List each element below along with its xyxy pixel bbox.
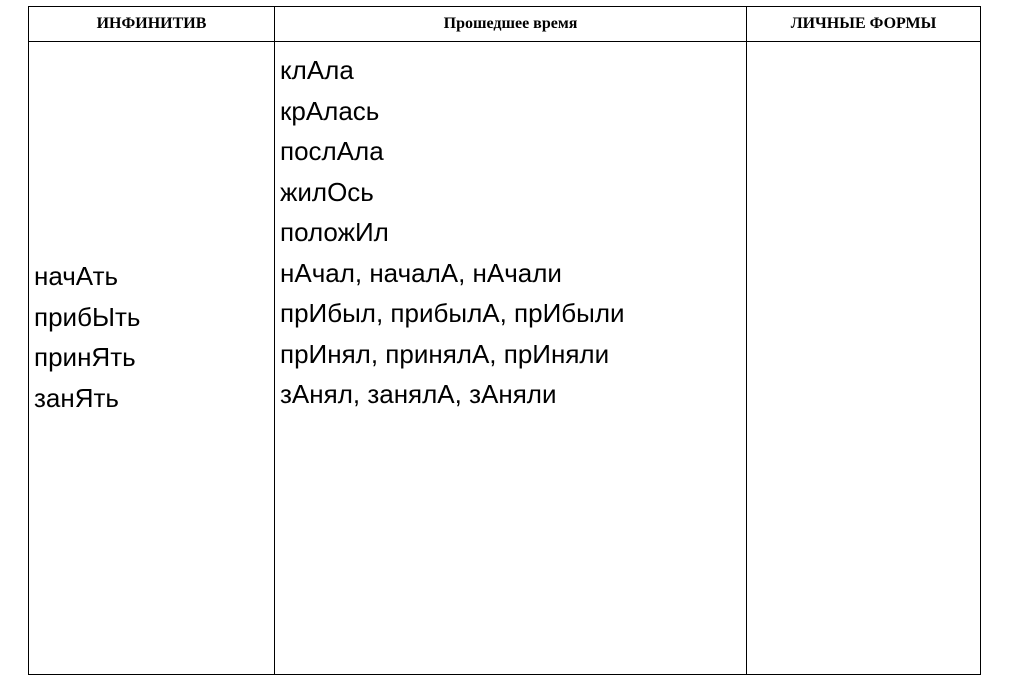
past-tense-line: прИнял, принялА, прИняли bbox=[280, 338, 610, 369]
conjugation-table bbox=[28, 6, 981, 675]
personal-forms-cell bbox=[747, 42, 981, 675]
table-body-row bbox=[29, 42, 981, 675]
infinitive-line: начАть bbox=[34, 261, 119, 291]
past-tense-line: зАнял, занялА, зАняли bbox=[280, 379, 557, 409]
past-tense-line: положИл bbox=[280, 217, 389, 247]
infinitive-line: прибЫть bbox=[34, 301, 141, 332]
past-tense-cell bbox=[275, 42, 747, 675]
infinitive-cell bbox=[29, 42, 275, 675]
header-infinitive: ИНФИНИТИВ bbox=[29, 7, 275, 42]
past-tense-line: послАла bbox=[280, 136, 384, 166]
past-tense-line: жилОсь bbox=[280, 176, 374, 207]
table-header-row bbox=[29, 7, 981, 42]
header-personal-forms: ЛИЧНЫЕ ФОРМЫ bbox=[747, 7, 981, 42]
past-tense-line: нАчал, началА, нАчали bbox=[280, 257, 562, 288]
past-tense-line: крАлась bbox=[280, 95, 380, 126]
header-past-tense: Прошедшее время bbox=[275, 7, 747, 42]
infinitive-line: занЯть bbox=[34, 382, 119, 413]
infinitive-line: принЯть bbox=[34, 342, 136, 372]
past-tense-line: прИбыл, прибылА, прИбыли bbox=[280, 298, 625, 328]
past-tense-line: клАла bbox=[280, 55, 354, 85]
